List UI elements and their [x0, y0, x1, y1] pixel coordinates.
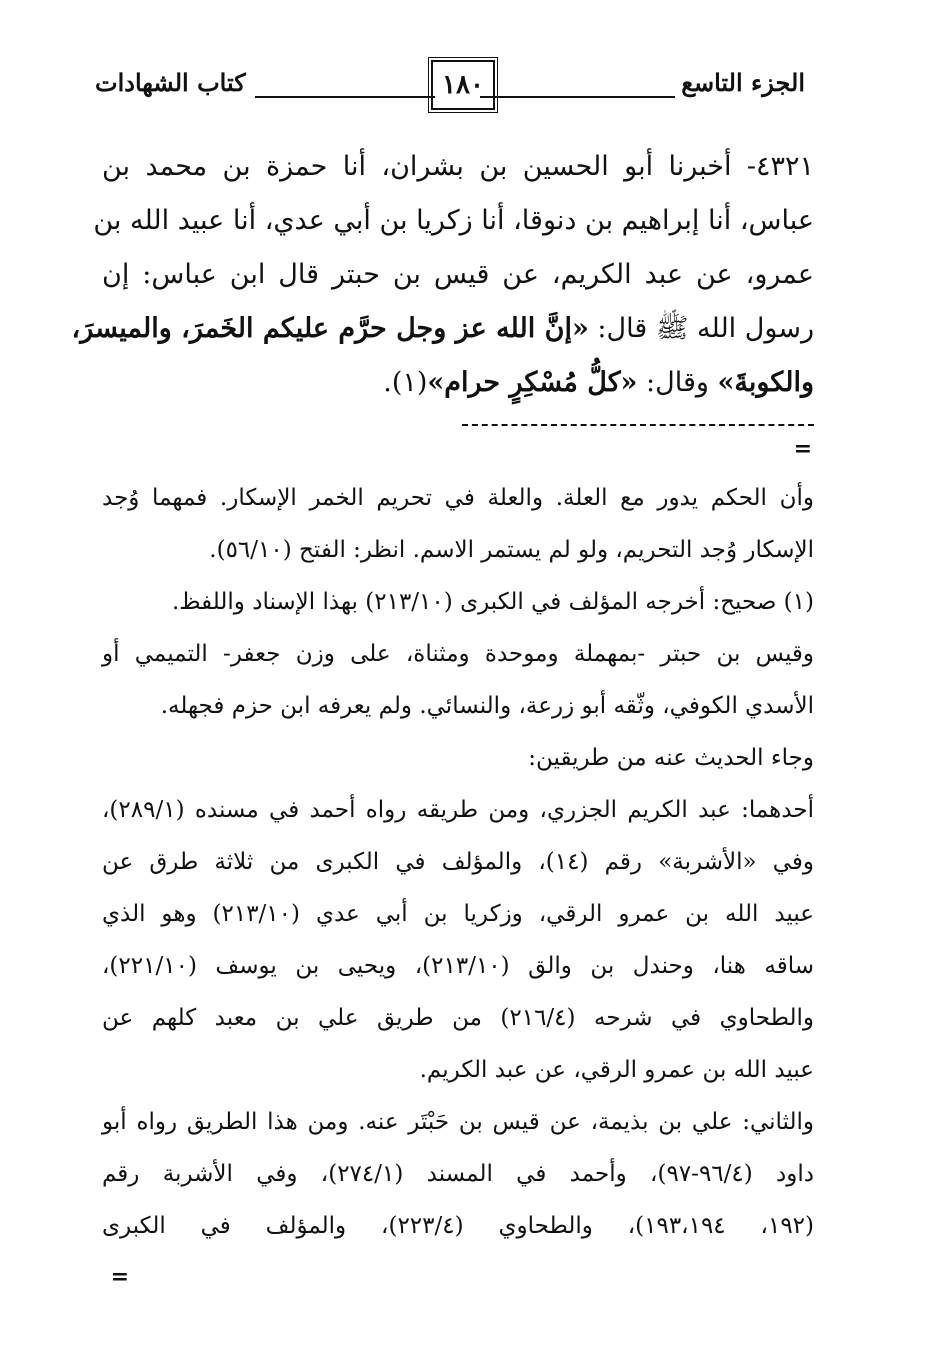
note-line: عبيد الله بن عمرو الرقي، وزكريا بن أبي عدي (٢١٣/١٠) وهو الذي: [102, 901, 815, 927]
main-line: [102, 356, 814, 410]
main-line: عباس، أنا إبراهيم بن دنوقا، أنا زكريا بن أبي عدي، أنا عبيد الله بن: [93, 205, 814, 236]
note-line: والثاني: علي بن بذيمة، عن قيس بن حَبْتَر عنه. ومن هذا الطريق رواه أبو: [102, 1109, 814, 1135]
continuation-mark-bottom: =: [110, 1264, 129, 1290]
note-line: وجاء الحديث عنه من طريقين:: [528, 745, 814, 771]
hadith-quote: «إنَّ الله عز وجل حرَّم عليكم الخَمرَ، والميسرَ،: [71, 313, 589, 344]
main-line: [71, 302, 814, 356]
note-line: وقيس بن حبتر -بمهملة وموحدة ومثناة، على وزن جعفر- التميمي أو: [102, 641, 814, 667]
main-line: عمرو، عن عبد الكريم، عن قيس بن حبتر قال ابن عباس: إن: [102, 259, 814, 290]
note-line: عبيد الله بن عمرو الرقي، عن عبد الكريم.: [419, 1057, 814, 1083]
note-line: والطحاوي في شرحه (٢١٦/٤) من طريق علي بن معبد كلهم عن: [102, 1005, 815, 1031]
note-line: داود (٩٦/٤-٩٧)، وأحمد في المسند (٢٧٤/١)، وفي الأشربة رقم: [102, 1161, 815, 1187]
continuation-mark-top: =: [793, 436, 812, 462]
hadith-quote-second: «كلُّ مُسْكِرٍ حرام»: [427, 367, 638, 398]
note-line: الأسدي الكوفي، وثّقه أبو زرعة، والنسائي. ولم يعرفه ابن حزم فجهله.: [160, 693, 814, 719]
footnote-marker: (١).: [383, 367, 428, 398]
hadith-quote-end: والكوبةَ»: [717, 367, 814, 398]
footnote-separator: [462, 424, 814, 426]
note-line: (١) صحيح: أخرجه المؤلف في الكبرى (٢١٣/١٠) بهذا الإسناد واللفظ.: [172, 589, 814, 615]
page-number: ١٨٠: [431, 60, 495, 110]
note-line: الإسكار وُجد التحريم، ولو لم يستمر الاسم. انظر: الفتح (٥٦/١٠).: [209, 537, 814, 563]
header-book-title: كتاب الشهادات: [95, 68, 246, 97]
main-line-prefix: رسول الله ﷺ قال:: [588, 313, 814, 344]
note-line: وأن الحكم يدور مع العلة. والعلة في تحريم الخمر الإسكار. فمهما وُجد: [102, 485, 814, 511]
note-line: ساقه هنا، وحندل بن والق (٢١٣/١٠)، ويحيى بن يوسف (٢٢١/١٠)،: [102, 953, 815, 979]
header-rule-left: [255, 96, 435, 98]
header-rule-right: [480, 96, 675, 98]
main-line-connector: وقال:: [637, 367, 718, 398]
page-header: [95, 52, 815, 122]
note-line: أحدهما: عبد الكريم الجزري، ومن طريقه رواه أحمد في مسنده (٢٨٩/١)،: [102, 797, 814, 823]
header-volume-title: الجزء التاسع: [681, 68, 805, 97]
hadith-text: [71, 140, 814, 410]
note-line: وفي «الأشربة» رقم (١٤)، والمؤلف في الكبرى من ثلاثة طرق عن: [102, 849, 814, 875]
note-line: (١٩٢، ١٩٣،١٩٤)، والطحاوي (٢٢٣/٤)، والمؤلف في الكبرى: [102, 1213, 815, 1239]
main-line: ٤٣٢١- أخبرنا أبو الحسين بن بشران، أنا حمزة بن محمد بن: [102, 151, 814, 182]
footnotes: [102, 472, 814, 1252]
